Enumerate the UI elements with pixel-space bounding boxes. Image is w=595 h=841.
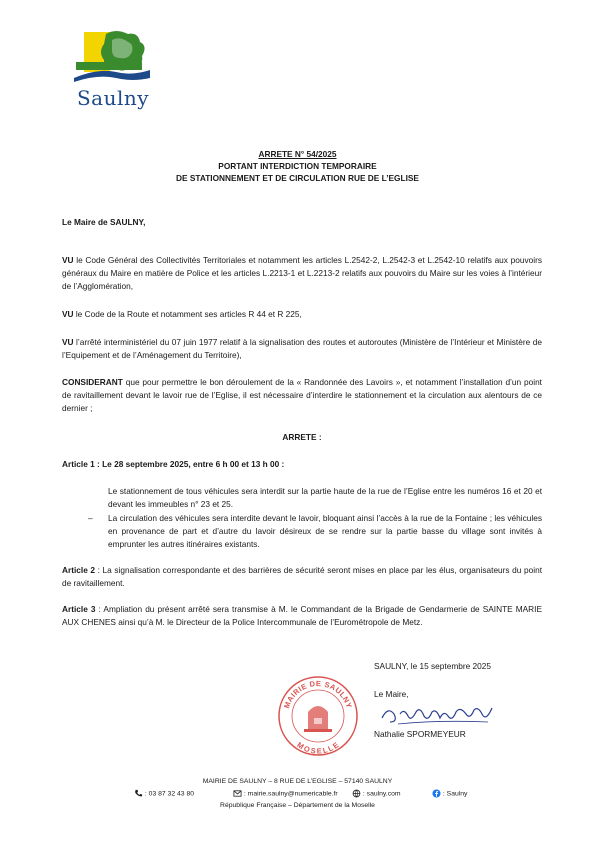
considerant-paragraph	[62, 376, 542, 415]
decree-number: ARRETE N° 54/2025	[258, 149, 337, 159]
stamp-seal-icon	[276, 674, 360, 758]
signatory-title: Le Maire,	[374, 689, 409, 699]
facebook-icon	[432, 789, 441, 798]
vu-text: le Code Général des Collectivités Territoriales et notamment les articles L.2542-2, L.2542-3 et L.2542-10 relatifs aux pouvoirs généraux du Maire en matière de Police et les articles L.2213-1 et L.2213-2 relatifs aux pouvoirs du Maire sur les voies à l’intérieur de l’Agglomération,	[62, 255, 542, 291]
vu-paragraph-3	[62, 336, 542, 362]
stamp-bottom-text: MOSELLE	[295, 740, 341, 756]
saulny-logo	[68, 28, 158, 112]
facebook-contact	[432, 789, 467, 798]
considerant-lead: CONSIDERANT	[62, 377, 123, 387]
footer-republic: République Française – Département de la Moselle	[220, 802, 375, 809]
phone-contact	[134, 789, 194, 798]
vu-lead: VU	[62, 309, 74, 319]
logo-wordmark: Saulny	[76, 86, 150, 110]
document-title	[0, 148, 595, 184]
vu-text: l’arrêté interministériel du 07 juin 1977 relatif à la signalisation des routes et autoroutes (Ministère de l’Intérieur et Ministère de l’Equipement et de l’Aménagement du Territoire),	[62, 337, 542, 360]
email-address[interactable]: : mairie.saulny@numericable.fr	[243, 790, 338, 798]
vu-text: le Code de la Route et notamment ses articles R 44 et R 225,	[73, 309, 302, 319]
email-icon	[233, 789, 242, 798]
article-1-item-1: Le stationnement de tous véhicules sera interdit sur la partie haute de la rue de l’Eglise entre les numéros 16 et 20 et devant les immeubles n° 23 et 25.	[108, 486, 542, 509]
signatory-name: Nathalie SPORMEYEUR	[374, 729, 466, 739]
arrete-heading: ARRETE :	[282, 432, 322, 442]
footer-address: MAIRIE DE SAULNY – 8 RUE DE L’EGLISE – 57140 SAULNY	[202, 778, 393, 785]
svg-text:MAIRIE DE SAULNY	[282, 679, 354, 710]
article-3-text: : Ampliation du présent arrêté sera transmise à M. le Commandant de la Brigade de Gendarmerie de SAINTE MARIE AUX CHENES ainsi qu’à M. le Directeur de la Police Intercommunale de l’Eurométropole de Metz.	[62, 604, 542, 627]
article-3	[62, 603, 542, 629]
article-1-item-2	[88, 512, 542, 551]
article-1-item-2-text: La circulation des véhicules sera interdite devant le lavoir, bloquant ainsi l’accès à la rue de la Fontaine ; les véhicules en provenance de part et d’autre du lavoir désireux de se rendre sur la partie basse du village sont invités à emprunter les autres itinéraires existants.	[108, 513, 542, 549]
article-1-heading: Article 1 : Le 28 septembre 2025, entre 6 h 00 et 13 h 00 :	[62, 459, 285, 469]
facebook-page[interactable]: : Saulny	[442, 790, 468, 798]
stamp-top-text: MAIRIE DE SAULNY	[282, 678, 354, 710]
website-url[interactable]: : saulny.com	[362, 790, 401, 798]
title-line-2: PORTANT INTERDICTION TEMPORAIRE	[218, 161, 377, 171]
logo-graphic-icon	[68, 28, 158, 88]
footer-contact-row	[0, 789, 595, 801]
phone-icon	[134, 789, 143, 798]
phone-number: : 03 87 32 43 80	[144, 790, 195, 798]
website-contact	[352, 789, 401, 798]
considerant-text: que pour permettre le bon déroulement de la « Randonnée des Lavoirs », et notamment l’installation d’un point de ravitaillement devant le lavoir rue de l’Eglise, il est nécessaire d’interdire le stationnement et la circulation aux alentours de ce dernier ;	[62, 377, 542, 413]
article-2-text: : La signalisation correspondante et des barrières de sécurité seront mises en place par les élus, organisateurs du point de ravitaillement.	[62, 565, 542, 588]
vu-paragraph-1	[62, 254, 542, 293]
handwritten-signature-icon	[378, 700, 498, 728]
bullet-dash: –	[88, 513, 93, 523]
title-line-3: DE STATIONNEMENT ET DE CIRCULATION RUE DE L’EGLISE	[176, 173, 419, 183]
globe-icon	[352, 789, 361, 798]
article-2	[62, 564, 542, 590]
email-contact	[233, 789, 338, 798]
vu-lead: VU	[62, 337, 74, 347]
salutation: Le Maire de SAULNY,	[62, 217, 146, 227]
mairie-stamp	[276, 674, 360, 758]
article-3-lead: Article 3	[62, 604, 96, 614]
article-2-lead: Article 2	[62, 565, 96, 575]
vu-paragraph-2	[62, 308, 542, 321]
svg-text:MOSELLE	[295, 740, 340, 756]
place-date: SAULNY, le 15 septembre 2025	[374, 661, 491, 671]
vu-lead: VU	[62, 255, 74, 265]
